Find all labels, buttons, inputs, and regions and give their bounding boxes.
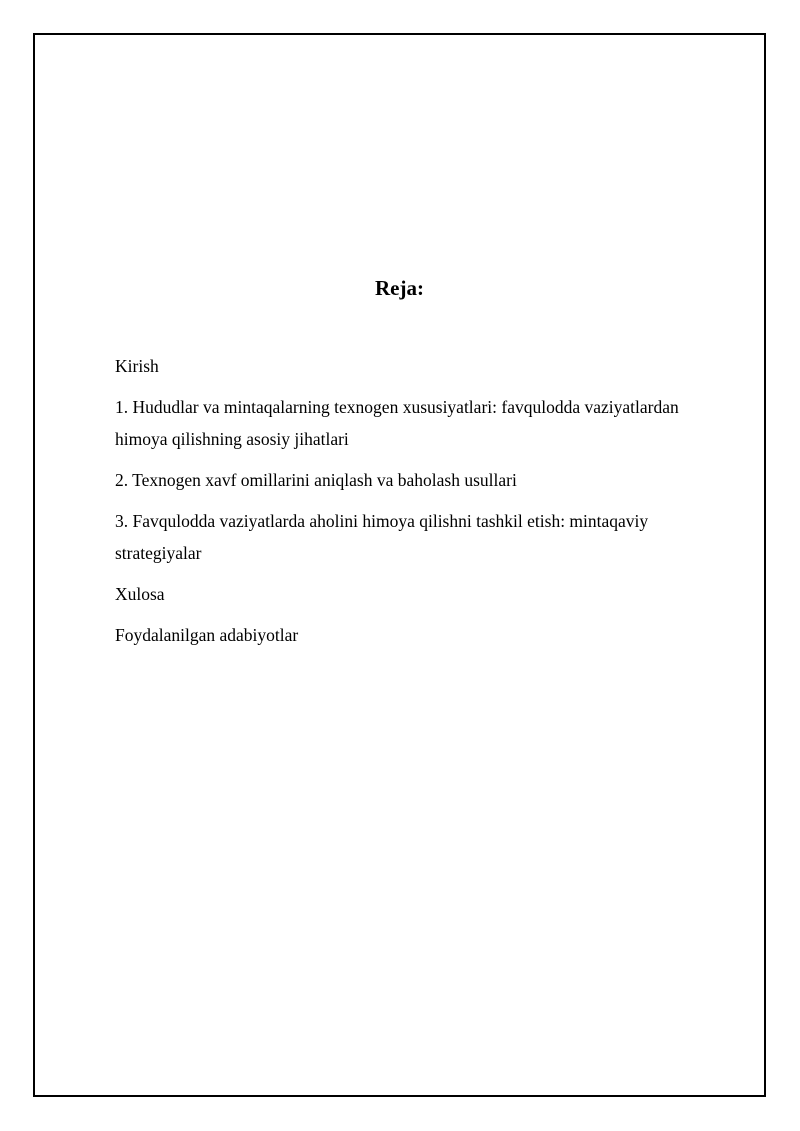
toc-item-references: Foydalanilgan adabiyotlar [115,625,299,645]
toc-item-conclusion: Xulosa [115,584,165,604]
toc-item-2: 2. Texnogen xavf omillarini aniqlash va baholash usullari [115,470,517,490]
table-of-contents [115,350,735,660]
toc-item-1: 1. Hududlar va mintaqalarning texnogen xususiyatlari: favqulodda vaziyatlardan himoya qilishning asosiy jihatlari [115,397,679,449]
page-title: Reja: [375,276,424,300]
toc-item-3: 3. Favqulodda vaziyatlarda aholini himoya qilishni tashkil etish: mintaqaviy strategiyalar [115,511,649,563]
toc-item-introduction: Kirish [115,356,159,376]
